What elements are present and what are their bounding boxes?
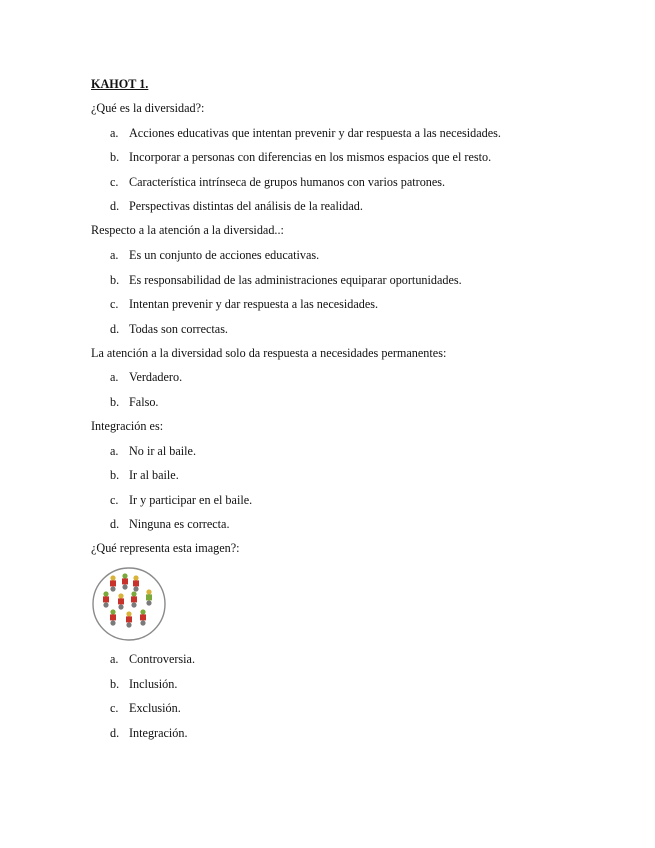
option-letter: d. [110,517,120,532]
question-3-text: La atención a la diversidad solo da respuesta a necesidades permanentes: [91,345,447,360]
document-title: KAHOT 1. [91,77,149,91]
option-text: Es responsabilidad de las administraciones equiparar oportunidades. [129,272,462,287]
option-item [91,174,611,190]
option-text: Acciones educativas que intentan prevenir y dar respuesta a las necesidades. [129,125,501,140]
question-4-text: Integración es: [91,418,164,433]
option-text: Intentan prevenir y dar respuesta a las necesidades. [129,297,379,312]
option-item [91,296,611,312]
option-item [91,651,611,667]
option-letter: c. [110,701,119,716]
option-letter: b. [110,394,120,409]
option-text: Perspectivas distintas del análisis de la realidad. [129,199,363,214]
person-figure-icon [118,594,124,610]
option-item [91,394,611,410]
option-letter: a. [110,651,119,666]
option-item [91,198,611,214]
person-figure-icon [126,612,132,628]
person-figure-icon [146,590,152,606]
option-letter: a. [110,247,119,262]
option-letter: d. [110,199,120,214]
option-item [91,676,611,692]
option-text: Controversia. [129,651,196,666]
option-letter: c. [110,492,119,507]
option-letter: b. [110,150,120,165]
person-figure-icon [140,610,146,626]
option-item [91,247,611,263]
person-figure-icon [110,576,116,592]
person-figure-icon [133,576,139,592]
question-4-options [91,443,611,533]
option-text: Es un conjunto de acciones educativas. [129,247,320,262]
option-item [91,700,611,716]
option-text: Falso. [129,394,159,409]
option-item [91,272,611,288]
question-2-options [91,247,611,337]
option-letter: a. [110,370,119,385]
option-letter: d. [110,321,120,336]
option-item [91,149,611,165]
question-5-options [91,651,611,741]
option-item [91,443,611,459]
option-letter: b. [110,676,120,691]
question-3-options [91,369,611,410]
question-1-text: ¿Qué es la diversidad?: [91,101,205,115]
option-text: Inclusión. [129,676,178,691]
option-letter: a. [110,443,119,458]
option-text: Todas son correctas. [129,321,228,336]
option-text: Característica intrínseca de grupos humanos con varios patrones. [129,174,446,189]
option-text: No ir al baile. [129,443,197,458]
people-circle-illustration [91,566,167,642]
option-letter: b. [110,272,120,287]
option-text: Ir y participar en el baile. [129,492,253,507]
inclusion-circle-image [91,566,167,642]
option-item [91,125,611,141]
person-figure-icon [103,592,109,608]
option-letter: d. [110,725,120,740]
document-page [91,66,611,741]
person-figure-icon [110,610,116,626]
option-item [91,321,611,337]
question-5-text: ¿Qué representa esta imagen?: [91,541,240,556]
option-text: Ir al baile. [129,468,179,483]
option-text: Ninguna es correcta. [129,517,230,532]
person-figure-icon [131,592,137,608]
option-text: Exclusión. [129,701,181,716]
option-item [91,369,611,385]
question-1-options [91,125,611,215]
option-item [91,725,611,741]
option-item [91,467,611,483]
option-letter: c. [110,174,119,189]
option-text: Incorporar a personas con diferencias en los mismos espacios que el resto. [129,150,492,165]
option-letter: a. [110,125,119,140]
option-letter: b. [110,468,120,483]
option-letter: c. [110,297,119,312]
option-item [91,516,611,532]
question-2-text: Respecto a la atención a la diversidad..: [91,223,284,238]
option-text: Integración. [129,725,188,740]
option-text: Verdadero. [129,370,183,385]
option-item [91,492,611,508]
person-figure-icon [122,574,128,590]
